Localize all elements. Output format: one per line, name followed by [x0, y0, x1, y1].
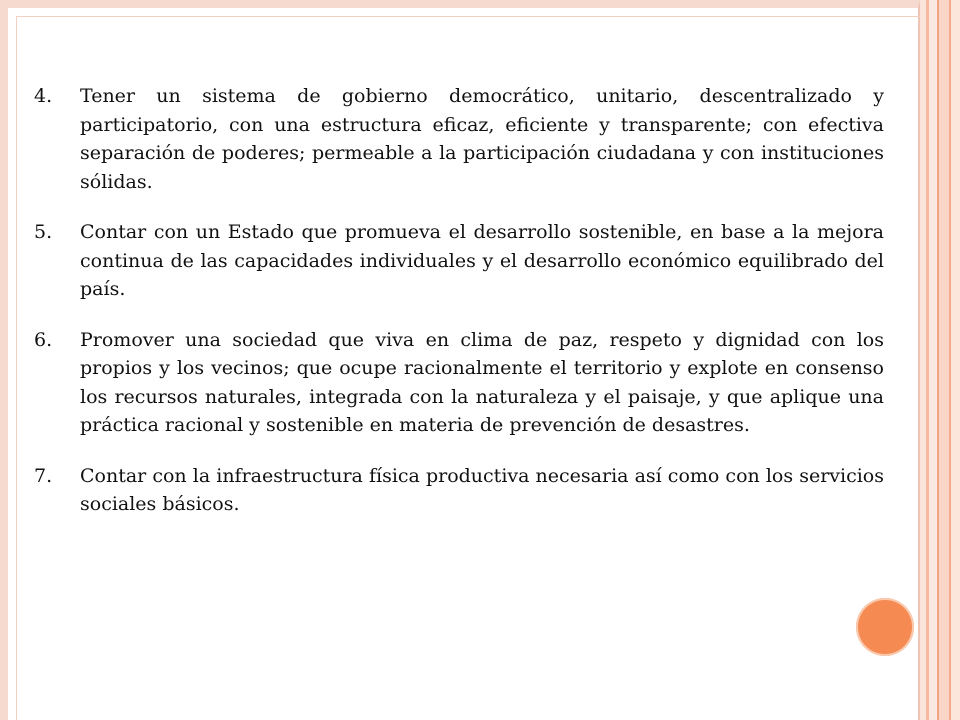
- stripe: [929, 0, 937, 720]
- list-item-text: Contar con un Estado que promueva el desarrollo sostenible, en base a la mejora continua de las capacidades individuales y el desarrollo económico equilibrado del país.: [80, 221, 884, 300]
- list-item-number: 6.: [34, 328, 53, 351]
- numbered-list: [34, 82, 884, 541]
- list-item-text: Promover una sociedad que viva en clima de paz, respeto y dignidad con los propios y los vecinos; que ocupe racionalmente el territorio y explote en consenso los recursos naturales, integrada con la naturaleza y el paisaje, y que aplique una práctica racional y sostenible en materia de prevención de desastres.: [80, 328, 884, 436]
- list-item: [34, 326, 884, 440]
- list-item: [34, 218, 884, 304]
- stripe: [939, 0, 949, 720]
- list-item-number: 5.: [34, 221, 53, 243]
- list-item-text: Contar con la infraestructura física productiva necesaria así como con los servicios sociales básicos.: [80, 464, 884, 515]
- decorative-stripes: [920, 0, 960, 720]
- stripe: [951, 0, 960, 720]
- list-item-number: 7.: [34, 464, 53, 487]
- decorative-circle: [856, 598, 914, 656]
- list-item-number: 4.: [34, 85, 53, 107]
- list-item-text: Tener un sistema de gobierno democrático, unitario, descentralizado y participatorio, con una estructura eficaz, eficiente y transparente; con efectiva separación de poderes; permeable a la participación ciudadana y con instituciones sólidas.: [80, 85, 884, 193]
- list-item: [34, 462, 884, 519]
- list-item: [34, 82, 884, 196]
